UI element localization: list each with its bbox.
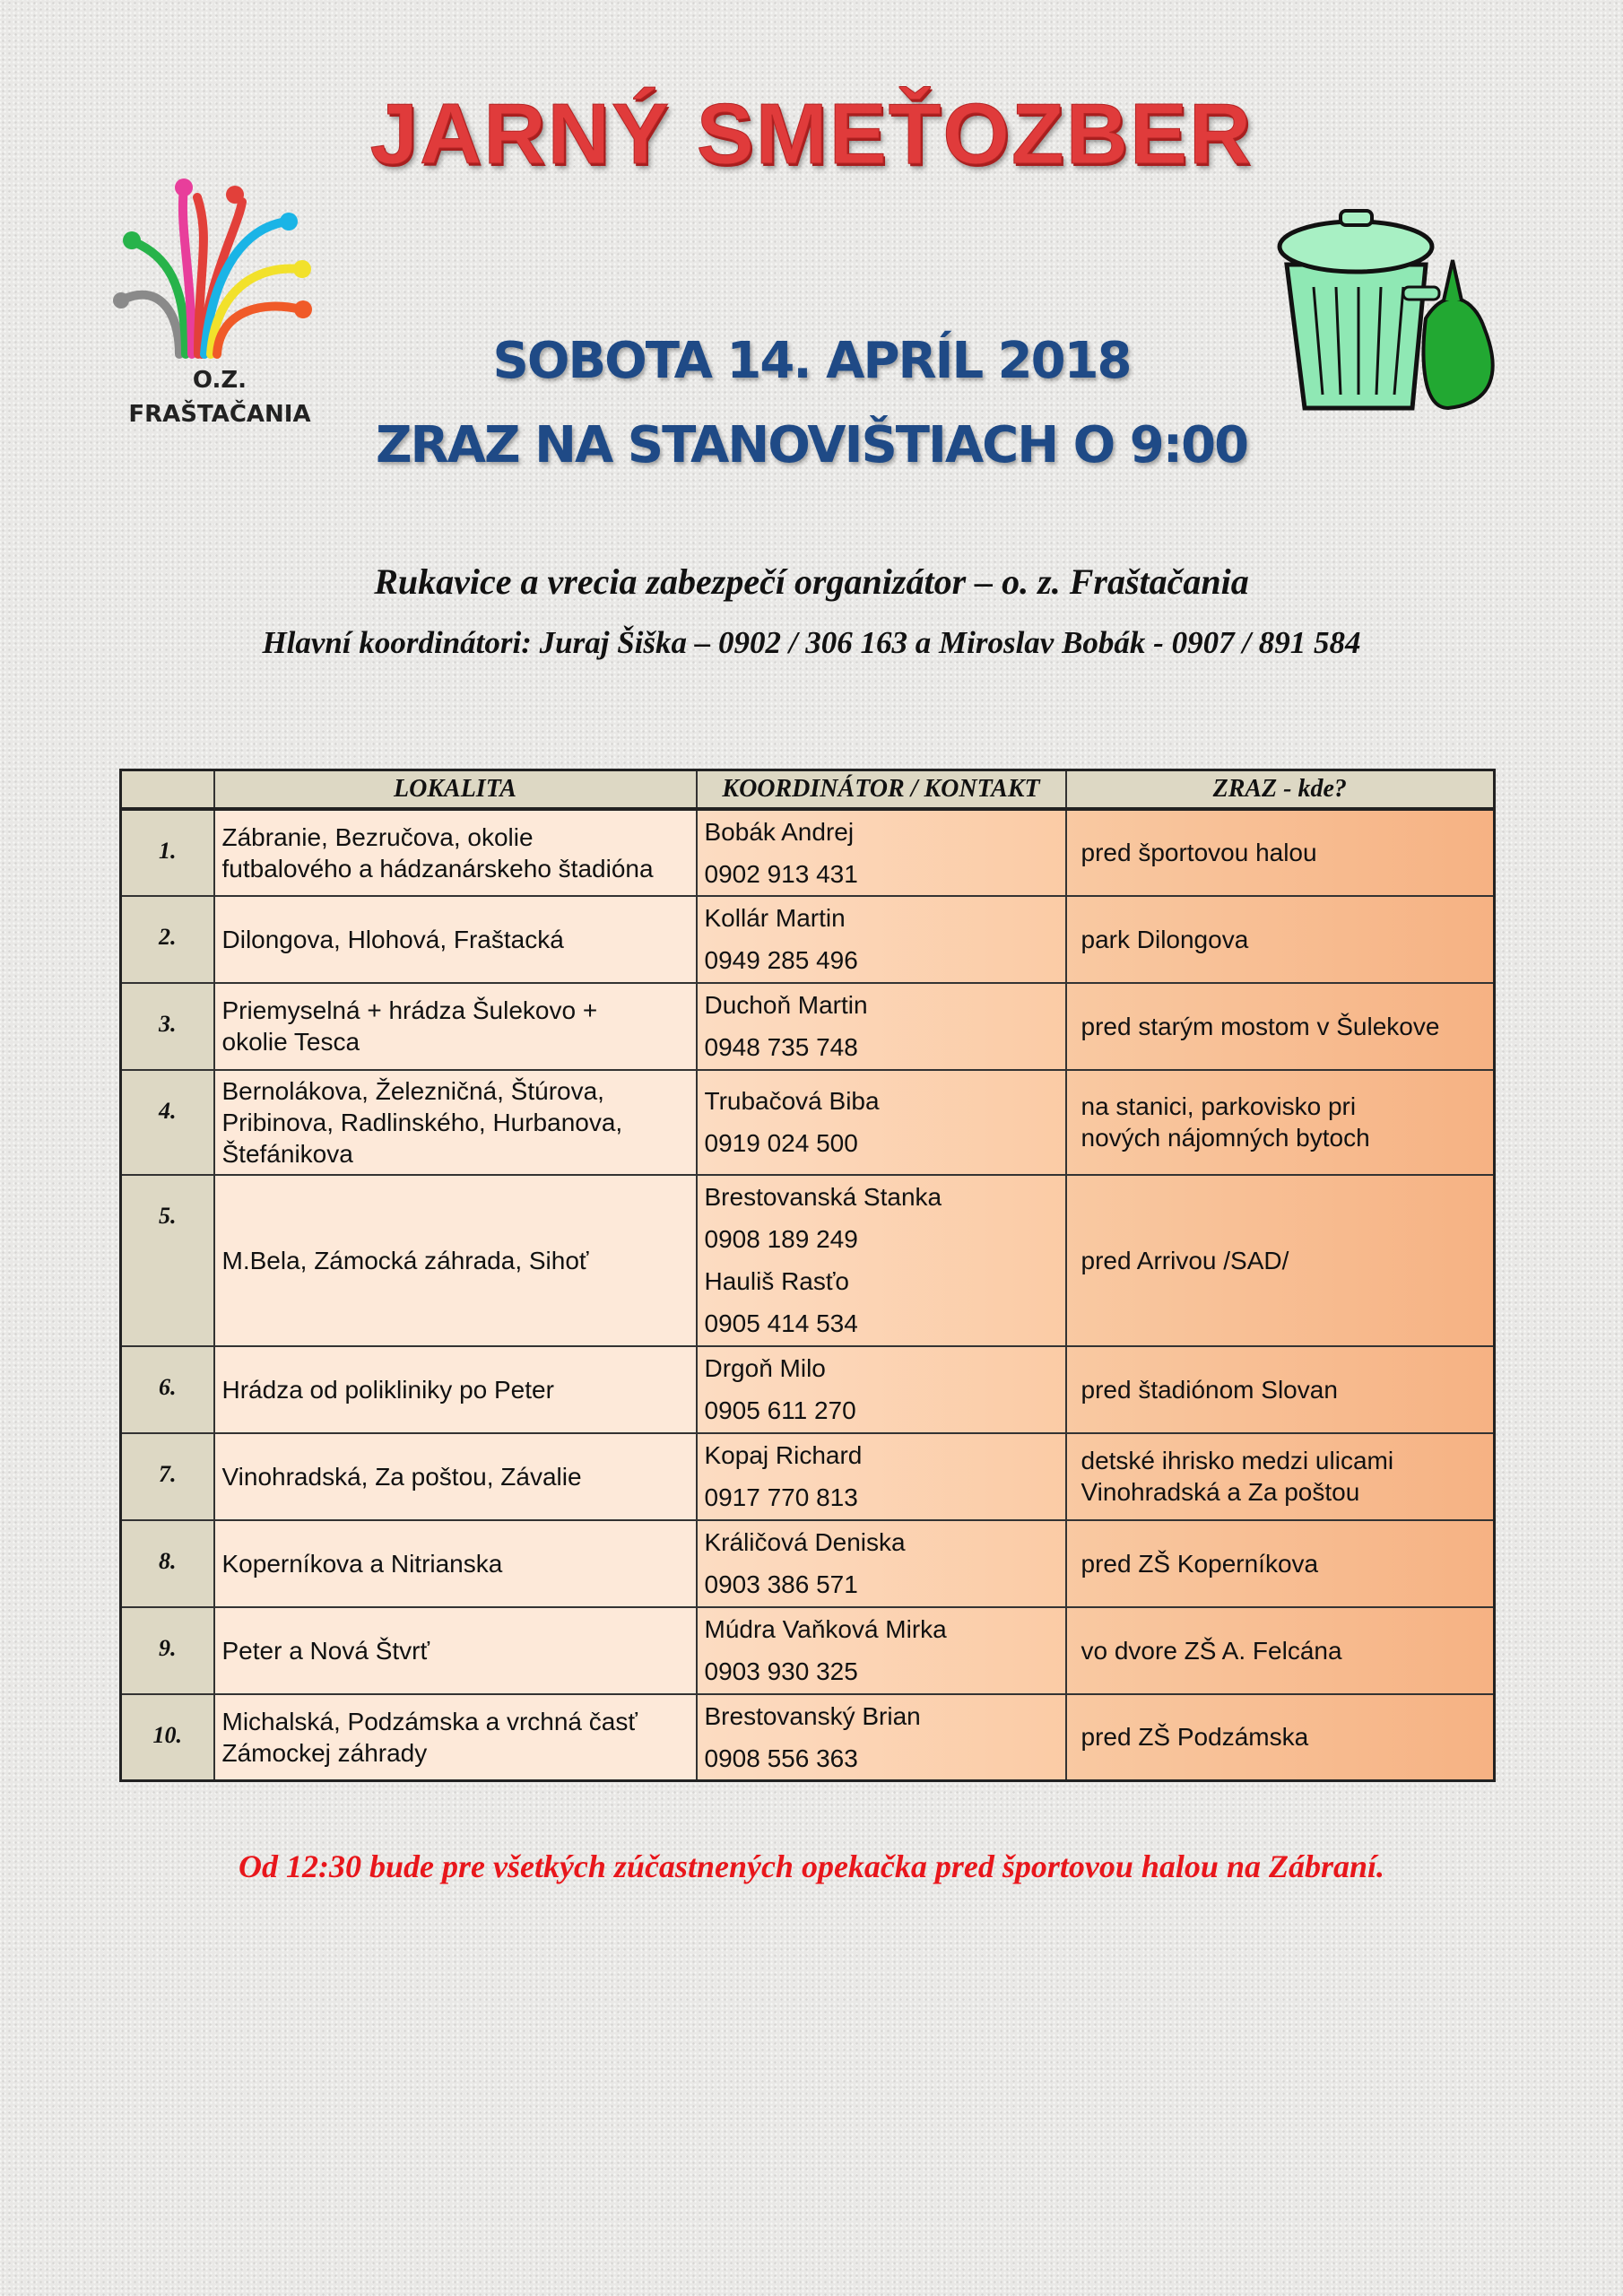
zraz-cell — [1066, 1175, 1495, 1346]
locations-table — [119, 769, 1496, 1782]
lokalita-cell-line: Zámockej záhrady — [221, 1738, 428, 1767]
zraz-cell-line: park Dilongova — [1081, 925, 1249, 953]
kontakt-cell-line: 0905 611 270 — [704, 1396, 856, 1424]
lokalita-cell — [214, 1694, 697, 1781]
zraz-cell-line: pred štadiónom Slovan — [1081, 1375, 1338, 1404]
kontakt-cell-line: Brestovanská Stanka — [704, 1183, 942, 1211]
kontakt-cell — [697, 1175, 1066, 1346]
zraz-cell — [1066, 983, 1495, 1070]
table-row — [121, 1607, 1495, 1694]
header-number — [121, 770, 214, 809]
kontakt-cell — [697, 1346, 1066, 1433]
kontakt-cell-line: Duchoň Martin — [704, 991, 868, 1019]
lokalita-cell — [214, 1070, 697, 1175]
kontakt-cell-line: 0917 770 813 — [704, 1483, 858, 1511]
zraz-cell — [1066, 809, 1495, 896]
lokalita-cell-line: Michalská, Podzámska a vrchná časť — [221, 1707, 638, 1735]
lokalita-cell — [214, 1346, 697, 1433]
lokalita-cell-line: Hrádza od polikliniky po Peter — [221, 1375, 554, 1404]
kontakt-cell-line: 0908 556 363 — [704, 1744, 858, 1772]
zraz-cell — [1066, 1694, 1495, 1781]
kontakt-cell-line: 0903 930 325 — [704, 1657, 858, 1685]
lokalita-cell-line: Bernolákova, Železničná, Štúrova, — [221, 1076, 604, 1105]
zraz-cell-line: pred Arrivou /SAD/ — [1081, 1246, 1289, 1274]
logo-line2: FRAŠTAČANIA — [128, 401, 311, 428]
header-koordinator: KOORDINÁTOR / KONTAKT — [697, 770, 1066, 809]
lokalita-cell — [214, 896, 697, 983]
kontakt-cell — [697, 809, 1066, 896]
lokalita-cell-line: Peter a Nová Štvrť — [221, 1636, 430, 1665]
row-number: 5. — [121, 1175, 214, 1346]
kontakt-cell — [697, 1520, 1066, 1607]
table-row — [121, 1175, 1495, 1346]
lokalita-cell — [214, 1520, 697, 1607]
lokalita-cell — [214, 809, 697, 896]
row-number: 3. — [121, 983, 214, 1070]
zraz-cell-line: nových nájomných bytoch — [1081, 1124, 1370, 1152]
table-row — [121, 1070, 1495, 1175]
kontakt-cell-line: 0905 414 534 — [704, 1309, 858, 1337]
table-row — [121, 896, 1495, 983]
header-lokalita: LOKALITA — [214, 770, 697, 809]
zraz-cell-line: na stanici, parkovisko pri — [1081, 1092, 1357, 1120]
table-row — [121, 809, 1495, 896]
zraz-cell — [1066, 896, 1495, 983]
zraz-cell-line: pred ZŠ Koperníkova — [1081, 1549, 1319, 1578]
kontakt-cell-line: Kollár Martin — [704, 904, 846, 932]
lokalita-cell-line: Pribinova, Radlinského, Hurbanova, — [221, 1108, 623, 1136]
lokalita-cell-line: Dilongova, Hlohová, Fraštacká — [221, 925, 564, 953]
table-header-row — [121, 770, 1495, 809]
zraz-cell-line: vo dvore ZŠ A. Felcána — [1081, 1636, 1342, 1665]
row-number: 1. — [121, 809, 214, 896]
zraz-cell-line: pred športovou halou — [1081, 839, 1317, 866]
kontakt-cell-line: 0903 386 571 — [704, 1570, 858, 1598]
kontakt-cell — [697, 1433, 1066, 1520]
kontakt-cell-line: Drgoň Milo — [704, 1354, 826, 1382]
zraz-cell — [1066, 1346, 1495, 1433]
kontakt-cell — [697, 983, 1066, 1070]
lokalita-cell-line: M.Bela, Zámocká záhrada, Sihoť — [221, 1246, 589, 1274]
row-number: 2. — [121, 896, 214, 983]
kontakt-cell-line: Trubačová Biba — [704, 1087, 880, 1115]
zraz-cell-line: pred starým mostom v Šulekove — [1081, 1012, 1440, 1040]
zraz-cell — [1066, 1607, 1495, 1694]
kontakt-cell-line: Bobák Andrej — [704, 817, 855, 846]
zraz-cell-line: detské ihrisko medzi ulicami — [1081, 1447, 1394, 1474]
kontakt-cell-line: 0908 189 249 — [704, 1225, 858, 1253]
lokalita-cell — [214, 1433, 697, 1520]
kontakt-cell-line: 0902 913 431 — [704, 859, 858, 888]
lokalita-cell-line: Koperníkova a Nitrianska — [221, 1549, 503, 1578]
meeting-time: ZRAZ NA STANOVIŠTIACH O 9:00 — [375, 416, 1248, 474]
kontakt-cell-line: Hauliš Rasťo — [704, 1267, 849, 1295]
table-row — [121, 1520, 1495, 1607]
row-number: 6. — [121, 1346, 214, 1433]
table-row — [121, 983, 1495, 1070]
kontakt-cell-line: 0919 024 500 — [704, 1129, 858, 1157]
lokalita-cell-line: Štefánikova — [221, 1139, 353, 1168]
logo-line1: O.Z. — [192, 367, 247, 394]
row-number: 7. — [121, 1433, 214, 1520]
lokalita-cell-line: Priemyselná + hrádza Šulekovo + — [221, 996, 598, 1024]
main-coordinators: Hlavní koordinátori: Juraj Šiška – 0902 / 306 163 a Miroslav Bobák - 0907 / 891 584 — [262, 625, 1361, 660]
row-number: 8. — [121, 1520, 214, 1607]
table-row — [121, 1694, 1495, 1781]
zraz-cell-line: Vinohradská a Za poštou — [1081, 1478, 1360, 1506]
row-number: 4. — [121, 1070, 214, 1175]
zraz-cell — [1066, 1520, 1495, 1607]
lokalita-cell-line: Zábranie, Bezručova, okolie — [221, 822, 534, 851]
kontakt-cell — [697, 1694, 1066, 1781]
zraz-cell-line: pred ZŠ Podzámska — [1081, 1723, 1309, 1752]
zraz-cell — [1066, 1433, 1495, 1520]
row-number: 10. — [121, 1694, 214, 1781]
footer-note: Od 12:30 bude pre všetkých zúčastnených opekačka pred športovou halou na Zábraní. — [239, 1848, 1384, 1884]
kontakt-cell-line: 0949 285 496 — [704, 946, 858, 974]
row-number: 9. — [121, 1607, 214, 1694]
kontakt-cell-line: Králičová Deniska — [704, 1528, 906, 1556]
kontakt-cell-line: 0948 735 748 — [704, 1033, 858, 1061]
kontakt-cell — [697, 1607, 1066, 1694]
kontakt-cell — [697, 1070, 1066, 1175]
gloves-note: Rukavice a vrecia zabezpečí organizátor – o. z. Fraštačania — [374, 561, 1249, 602]
lokalita-cell — [214, 1607, 697, 1694]
page-title: JARNÝ SMEŤOZBER — [369, 86, 1254, 182]
lokalita-cell-line: okolie Tesca — [221, 1028, 360, 1056]
event-date: SOBOTA 14. APRÍL 2018 — [492, 332, 1131, 390]
kontakt-cell-line: Brestovanský Brian — [704, 1701, 921, 1730]
lokalita-cell-line: Vinohradská, Za poštou, Závalie — [221, 1462, 582, 1491]
lokalita-cell-line: futbalového a hádzanárskeho štadióna — [221, 854, 654, 883]
table-row — [121, 1433, 1495, 1520]
header-zraz: ZRAZ - kde? — [1066, 770, 1495, 809]
lokalita-cell — [214, 1175, 697, 1346]
lokalita-cell — [214, 983, 697, 1070]
table-row — [121, 1346, 1495, 1433]
zraz-cell — [1066, 1070, 1495, 1175]
kontakt-cell-line: Kopaj Richard — [704, 1441, 863, 1469]
kontakt-cell — [697, 896, 1066, 983]
kontakt-cell-line: Múdra Vaňková Mirka — [704, 1615, 947, 1643]
